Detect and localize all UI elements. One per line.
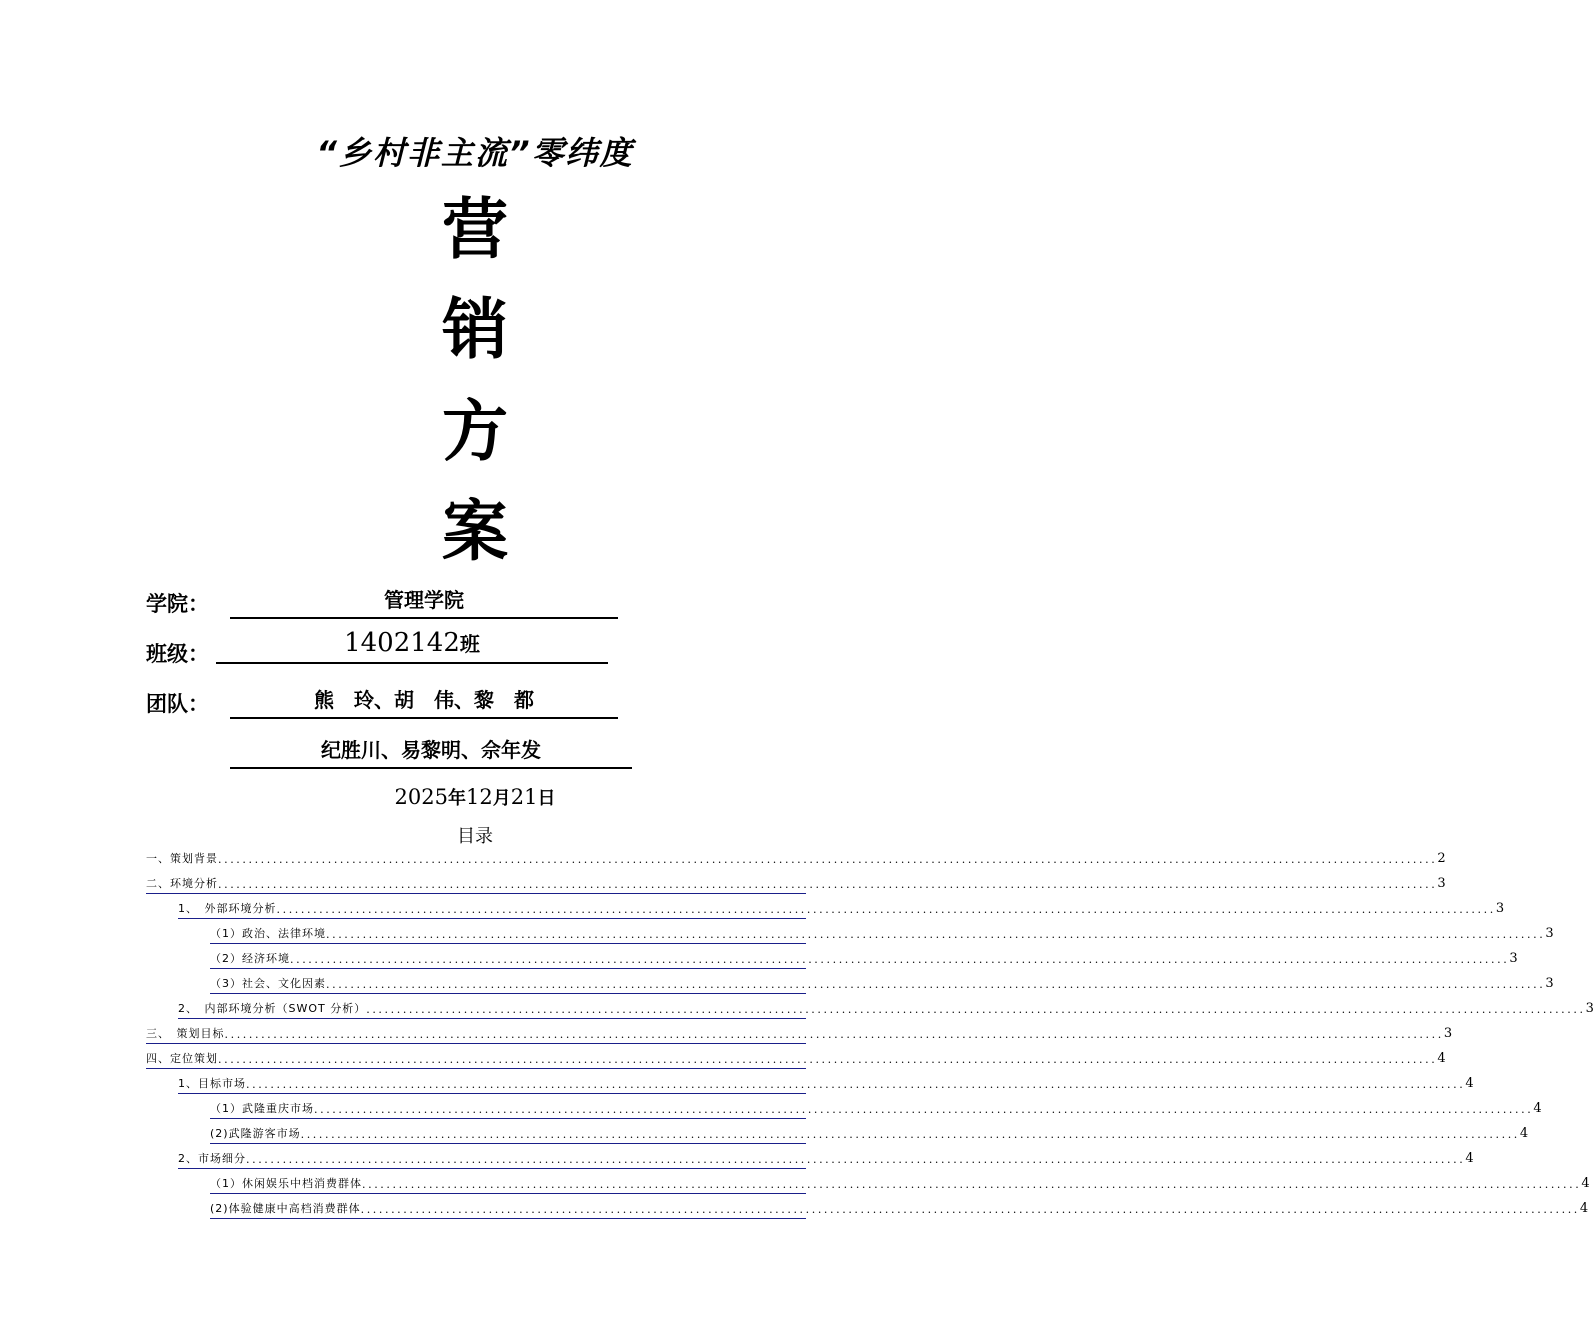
toc-entry-page: 4 xyxy=(1465,1151,1474,1166)
toc-leader-dots: ........................................................................................................................................................................................................ xyxy=(246,1153,1466,1166)
toc-entry-label: （1）武隆重庆市场 xyxy=(210,1102,314,1115)
toc-entry-label: 一、策划背景 xyxy=(146,852,218,865)
toc-entry-label: 四、定位策划 xyxy=(146,1052,218,1065)
toc-entry-page: 3 xyxy=(1443,1026,1453,1041)
toc-entry-label: （1）政治、法律环境 xyxy=(210,927,326,940)
toc-entry[interactable] xyxy=(210,1198,1589,1219)
toc-leader-dots: ........................................................................................................................................................................................................ xyxy=(366,1003,1586,1016)
toc-leader-dots: ........................................................................................................................................................................................................ xyxy=(246,1078,1466,1091)
team-label: 团队： xyxy=(146,692,209,716)
toc-entry[interactable] xyxy=(210,923,1554,944)
toc-entry-page: 3 xyxy=(1437,876,1446,891)
toc-entry-label: （3）社会、文化因素 xyxy=(210,977,326,990)
toc-leader-dots: ........................................................................................................................................................................................................ xyxy=(326,978,1546,991)
toc-entry-page: 4 xyxy=(1465,1076,1474,1091)
toc-entry-label: (2)武隆游客市场 xyxy=(210,1127,301,1140)
toc-entry-label: 三、 策划目标 xyxy=(146,1027,225,1040)
toc-entry[interactable] xyxy=(210,1098,1542,1119)
college-value: 管理学院 xyxy=(230,584,618,619)
toc-entry-label: 1、目标市场 xyxy=(178,1077,246,1090)
toc-entry-page: 3 xyxy=(1509,951,1518,966)
toc-leader-dots: ........................................................................................................................................................................................................ xyxy=(218,853,1438,866)
toc-entry-page: 3 xyxy=(1545,926,1554,941)
toc-entry[interactable] xyxy=(146,1023,1453,1044)
toc-entry[interactable] xyxy=(210,1123,1529,1144)
toc-entry-label: 2、 内部环境分析（SWOT 分析） xyxy=(178,1002,367,1015)
class-suffix: 班 xyxy=(459,632,480,656)
toc-leader-dots: ........................................................................................................................................................................................................ xyxy=(218,1053,1438,1066)
toc-leader-dots: ........................................................................................................................................................................................................ xyxy=(300,1128,1520,1141)
toc-entry[interactable] xyxy=(210,1173,1590,1194)
toc-entry-page: 2 xyxy=(1437,851,1446,866)
toc-entry-label: 2、市场细分 xyxy=(178,1152,246,1165)
toc-entry-page: 4 xyxy=(1437,1051,1446,1066)
date-month: 12 xyxy=(465,785,493,809)
toc-entry-page: 4 xyxy=(1519,1126,1529,1141)
toc-entry[interactable] xyxy=(146,848,1446,869)
toc-entry-page: 4 xyxy=(1533,1101,1542,1116)
date-day-unit: 日 xyxy=(537,788,556,809)
class-number: 1402142 xyxy=(344,628,460,658)
toc-entry[interactable] xyxy=(178,1148,1474,1169)
toc-entry[interactable] xyxy=(178,898,1505,919)
class-value xyxy=(216,628,608,664)
toc-leader-dots: ........................................................................................................................................................................................................ xyxy=(314,1103,1534,1116)
date-year-unit: 年 xyxy=(447,788,466,809)
toc-leader-dots: ........................................................................................................................................................................................................ xyxy=(290,953,1510,966)
cover-date xyxy=(0,784,950,810)
title-char-3: 方 xyxy=(442,393,508,470)
toc-entry-label: 二、环境分析 xyxy=(146,877,218,890)
toc-entry-page: 3 xyxy=(1545,976,1554,991)
toc-entry-label: （1）休闲娱乐中档消费群体 xyxy=(210,1177,362,1190)
date-year: 2025 xyxy=(394,785,448,809)
toc-leader-dots: ........................................................................................................................................................................................................ xyxy=(326,928,1546,941)
team-line-1: 熊 玲、胡 伟、黎 都 xyxy=(230,684,618,719)
toc-entry-label: （2）经济环境 xyxy=(210,952,290,965)
class-label: 班级： xyxy=(146,642,209,666)
toc-entry-page: 3 xyxy=(1495,901,1505,916)
toc-leader-dots: ........................................................................................................................................................................................................ xyxy=(276,903,1496,916)
toc-leader-dots: ........................................................................................................................................................................................................ xyxy=(224,1028,1444,1041)
toc-entry-page: 4 xyxy=(1579,1201,1589,1216)
date-month-unit: 月 xyxy=(492,788,511,809)
toc-entry[interactable] xyxy=(178,1073,1474,1094)
title-char-2: 销 xyxy=(442,291,508,368)
toc-entry[interactable] xyxy=(178,998,1594,1019)
toc-entry-label: (2)体验健康中高档消费群体 xyxy=(210,1202,361,1215)
college-label: 学院： xyxy=(146,592,209,616)
toc-entry-page: 4 xyxy=(1581,1176,1590,1191)
toc-leader-dots: ........................................................................................................................................................................................................ xyxy=(362,1178,1582,1191)
toc-leader-dots: ........................................................................................................................................................................................................ xyxy=(360,1203,1580,1216)
toc-title: 目录 xyxy=(457,826,493,847)
toc-leader-dots: ........................................................................................................................................................................................................ xyxy=(218,878,1438,891)
title-char-4: 案 xyxy=(442,493,508,570)
title-char-1: 营 xyxy=(442,191,508,268)
team-line-2: 纪胜川、易黎明、佘年发 xyxy=(230,734,632,769)
toc-entry-label: 1、 外部环境分析 xyxy=(178,902,277,915)
toc-entry-page: 3 xyxy=(1585,1001,1594,1016)
cover-subtitle: “乡村非主流”零纬度 xyxy=(316,134,634,172)
toc-entry[interactable] xyxy=(210,973,1554,994)
toc-entry[interactable] xyxy=(146,873,1446,894)
date-day: 21 xyxy=(510,785,538,809)
toc-entry[interactable] xyxy=(146,1048,1446,1069)
toc-entry[interactable] xyxy=(210,948,1518,969)
